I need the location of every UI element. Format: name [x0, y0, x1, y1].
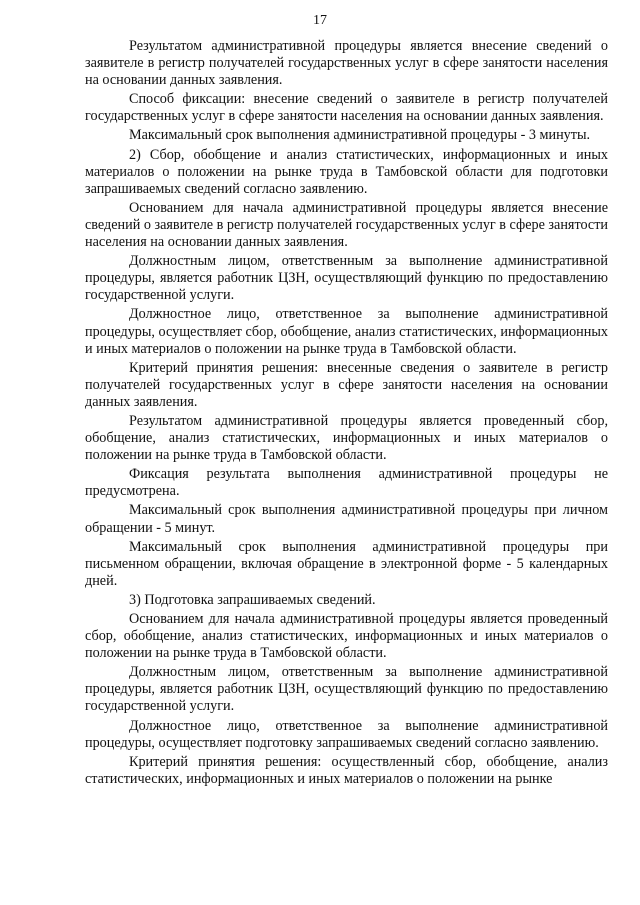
paragraph-decision-criterion-step-3: Критерий принятия решения: осуществленный сбор, обобщение, анализ статистических, информационных и иных материалов о положении на рынке	[85, 753, 608, 787]
paragraph-fixation-method: Способ фиксации: внесение сведений о заявителе в регистр получателей государственных услуг в сфере занятости населения на основании данных заявления.	[85, 91, 608, 125]
paragraph-step-2-heading: 2) Сбор, обобщение и анализ статистических, информационных и иных материалов о положении на рынке труда в Тамбовской области для подготовки запрашиваемых сведений согласно заявлению.	[85, 146, 608, 197]
paragraph-basis-step-2: Основанием для начала административной процедуры является внесение сведений о заявителе в регистр получателей государственных услуг в сфере занятости населения на основании данных заявления.	[85, 199, 608, 251]
paragraph-responsible-official-step-3: Должностным лицом, ответственным за выполнение административной процедуры, является работник ЦЗН, осуществляющий функцию по предоставлению государственной услуги.	[85, 664, 608, 715]
paragraph-step-3-heading: 3) Подготовка запрашиваемых сведений.	[129, 591, 376, 608]
paragraph-max-time-personal: Максимальный срок выполнения административной процедуры при личном обращении - 5 минут.	[85, 502, 608, 536]
paragraph-responsible-official: Должностным лицом, ответственным за выполнение административной процедуры, является работник ЦЗН, осуществляющий функцию по предоставлению государственной услуги.	[85, 253, 608, 304]
paragraph-fixation-not-provided: Фиксация результата выполнения административной процедуры не предусмотрена.	[85, 466, 608, 500]
paragraph-result-collection: Результатом административной процедуры является проведенный сбор, обобщение, анализ статистических, информационных и иных материалов о положении на рынке труда в Тамбовской области.	[85, 412, 608, 464]
paragraph-max-time-3-min: Максимальный срок выполнения административной процедуры - 3 минуты.	[129, 127, 591, 144]
page-number: 17	[313, 13, 327, 28]
paragraph-max-time-written: Максимальный срок выполнения административной процедуры при письменном обращении, включая обращение в электронной форме - 5 календарных дней.	[85, 538, 608, 589]
paragraph-official-prepares-info: Должностное лицо, ответственное за выполнение административной процедуры, осуществляет подготовку запрашиваемых сведений согласно заявлению.	[85, 717, 608, 751]
paragraph-official-actions: Должностное лицо, ответственное за выполнение административной процедуры, осуществляет сбор, обобщение, анализ статистических, информационных и иных материалов о положении на рынке труда в Тамбовской области.	[85, 306, 608, 357]
document-body	[85, 38, 608, 790]
paragraph-result-register: Результатом административной процедуры является внесение сведений о заявителе в регистр получателей государственных услуг в сфере занятости населения на основании данных заявления.	[85, 38, 608, 89]
paragraph-basis-step-3: Основанием для начала административной процедуры является проведенный сбор, обобщение, анализ статистических, информационных и иных материалов о положении на рынке труда в Тамбовской области.	[85, 611, 608, 662]
paragraph-decision-criterion: Критерий принятия решения: внесенные сведения о заявителе в регистр получателей государственных услуг в сфере занятости населения на основании данных заявления.	[85, 359, 608, 410]
